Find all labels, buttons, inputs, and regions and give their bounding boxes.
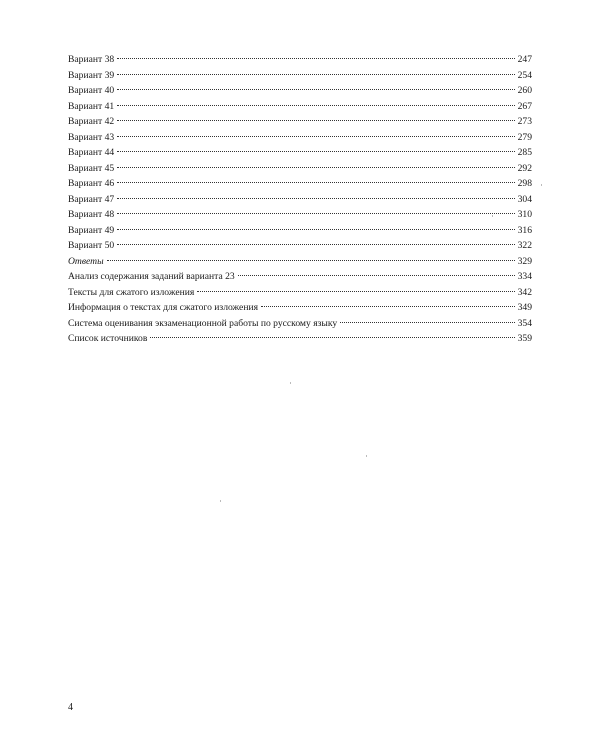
page-number: 4 (68, 702, 73, 713)
toc-entry (68, 238, 532, 254)
toc-entry-page: 260 (517, 85, 532, 96)
toc-dot-leader (238, 275, 515, 276)
toc-entry-page: 273 (517, 116, 532, 127)
toc-dot-leader (117, 89, 514, 90)
toc-entry (68, 316, 532, 332)
toc-entry (68, 285, 532, 301)
toc-dot-leader (197, 291, 514, 292)
toc-entry-page: 354 (517, 317, 532, 329)
toc-dot-leader (107, 260, 515, 261)
toc-entry-page: 292 (517, 162, 532, 174)
table-of-contents (68, 52, 532, 347)
toc-dot-leader (261, 306, 515, 307)
toc-dot-leader (117, 74, 514, 75)
toc-entry-title: Вариант 48 (68, 209, 115, 220)
toc-entry-title: Вариант 39 (68, 69, 115, 81)
toc-entry (68, 223, 532, 239)
toc-entry-title: Список источников (68, 333, 148, 344)
toc-dot-leader (117, 182, 514, 183)
toc-dot-leader (117, 136, 514, 137)
toc-entry (68, 145, 532, 161)
toc-dot-leader (117, 58, 514, 59)
toc-dot-leader (117, 244, 514, 245)
toc-dot-leader (117, 167, 514, 168)
toc-entry (68, 254, 532, 270)
toc-entry (68, 99, 532, 115)
toc-entry-title: Вариант 42 (68, 116, 115, 127)
toc-entry-page: 342 (517, 286, 532, 298)
scan-speck (366, 455, 367, 457)
toc-entry-page: 349 (517, 302, 532, 313)
toc-entry-page: 322 (517, 240, 532, 251)
toc-entry-page: 285 (517, 147, 532, 158)
toc-entry (68, 192, 532, 208)
scan-speck (220, 500, 221, 502)
scan-speck (541, 184, 542, 186)
toc-entry (68, 300, 532, 316)
toc-entry-title: Вариант 45 (68, 162, 115, 174)
toc-dot-leader (340, 322, 514, 323)
toc-entry (68, 207, 532, 223)
toc-dot-leader (117, 120, 514, 121)
toc-entry (68, 52, 532, 68)
toc-entry-title: Информация о текстах для сжатого изложения (68, 302, 259, 313)
toc-dot-leader (117, 151, 514, 152)
toc-entry (68, 176, 532, 192)
toc-entry-title: Вариант 38 (68, 54, 115, 65)
toc-entry-page: 310 (517, 209, 532, 220)
toc-entry-title: Вариант 43 (68, 131, 115, 143)
toc-entry-title: Вариант 40 (68, 85, 115, 96)
toc-dot-leader (117, 105, 514, 106)
toc-entry-title: Вариант 44 (68, 147, 115, 158)
toc-entry-page: 334 (517, 271, 532, 282)
toc-dot-leader (117, 229, 514, 230)
toc-entry-page: 254 (517, 69, 532, 81)
toc-entry (68, 331, 532, 347)
toc-entry-page: 316 (517, 224, 532, 236)
toc-entry (68, 114, 532, 130)
toc-entry-title: Вариант 41 (68, 100, 115, 112)
toc-entry-title: Вариант 50 (68, 240, 115, 251)
scan-speck (290, 382, 291, 384)
toc-entry-title: Система оценивания экзаменационной работы по русскому языку (68, 317, 338, 329)
toc-entry-page: 298 (517, 178, 532, 189)
toc-dot-leader (117, 213, 514, 214)
toc-entry (68, 130, 532, 146)
toc-entry-title: Вариант 49 (68, 224, 115, 236)
toc-entry-page: 247 (517, 54, 532, 65)
toc-dot-leader (117, 198, 514, 199)
toc-entry-title: Вариант 47 (68, 193, 115, 205)
toc-dot-leader (150, 337, 514, 338)
toc-entry-page: 279 (517, 131, 532, 143)
toc-entry-title: Ответы (68, 255, 104, 267)
toc-entry (68, 68, 532, 84)
toc-entry (68, 161, 532, 177)
toc-entry-title: Анализ содержания заданий варианта 23 (68, 271, 235, 282)
toc-entry (68, 83, 532, 99)
toc-entry-page: 267 (517, 100, 532, 112)
toc-entry-title: Вариант 46 (68, 178, 115, 189)
scan-speck (492, 215, 493, 217)
toc-entry-page: 359 (517, 333, 532, 344)
toc-entry (68, 269, 532, 285)
toc-entry-title: Тексты для сжатого изложения (68, 286, 195, 298)
toc-entry-page: 304 (517, 193, 532, 205)
toc-entry-page: 329 (517, 255, 532, 267)
